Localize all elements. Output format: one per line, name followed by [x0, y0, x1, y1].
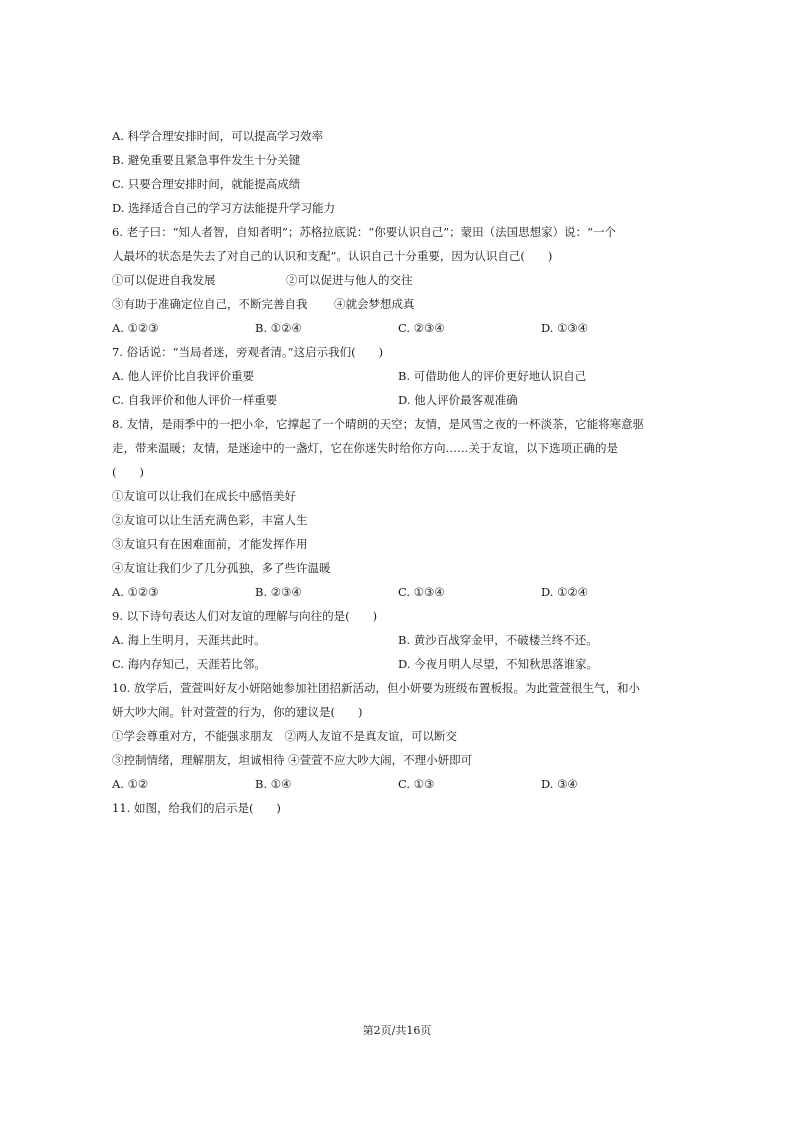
q6-item-4: ④就会梦想成真 [334, 297, 415, 311]
q8-stem-line2: 走，带来温暖；友情，是迷途中的一盏灯，它在你迷失时给你方向……关于友谊，以下选项正确的是 [112, 441, 618, 455]
q8-item-2: ②友谊可以让生活充满色彩，丰富人生 [112, 513, 308, 527]
q6-option-b: B. ①②④ [255, 321, 302, 335]
q5-option-a: A. 科学合理安排时间，可以提高学习效率 [112, 129, 324, 143]
q10-option-a: A. ①② [112, 777, 149, 791]
q8-option-d: D. ①②④ [541, 585, 589, 599]
q10-option-d: D. ③④ [541, 777, 578, 791]
q10-item-line1: ①学会尊重对方，不能强求朋友 ②两人友谊不是真友谊，可以断交 [112, 729, 457, 743]
page-number-footer: 第2页/共16页 [362, 1024, 432, 1037]
q8-item-4: ④友谊让我们少了几分孤独，多了些许温暖 [112, 561, 331, 575]
q9-option-c: C. 海内存知己，天涯若比邻。 [112, 657, 266, 671]
q7-option-d: D. 他人评价最客观准确 [398, 393, 518, 407]
q11-stem: 11. 如图，给我们的启示是( ) [112, 801, 281, 815]
q6-item-2: ②可以促进与他人的交往 [286, 273, 413, 287]
q6-option-d: D. ①③④ [541, 321, 589, 335]
q10-item-line2: ③控制情绪，理解朋友，坦诚相待 ④萱萱不应大吵大闹，不理小妍即可 [112, 753, 473, 767]
q8-item-3: ③友谊只有在困难面前，才能发挥作用 [112, 537, 308, 551]
q7-option-b: B. 可借助他人的评价更好地认识自己 [398, 369, 587, 383]
q10-stem-line2: 妍大吵大闹。针对萱萱的行为，你的建议是( ) [112, 705, 363, 719]
q10-option-b: B. ①④ [255, 777, 292, 791]
q9-stem: 9. 以下诗句表达人们对友谊的理解与向往的是( ) [112, 609, 378, 623]
q7-option-c: C. 自我评价和他人评价一样重要 [112, 393, 278, 407]
q9-option-a: A. 海上生明月，天涯共此时。 [112, 633, 266, 647]
q8-option-a: A. ①②③ [112, 585, 159, 599]
q6-item-1: ①可以促进自我发展 [112, 273, 216, 287]
q6-item-3: ③有助于准确定位自己，不断完善自我 [112, 297, 308, 311]
q9-option-b: B. 黄沙百战穿金甲，不破楼兰终不还。 [398, 633, 598, 647]
q8-item-1: ①友谊可以让我们在成长中感悟美好 [112, 489, 296, 503]
q9-option-d: D. 今夜月明人尽望，不知秋思落谁家。 [398, 657, 599, 671]
q7-option-a: A. 他人评价比自我评价重要 [112, 369, 255, 383]
q6-option-c: C. ②③④ [398, 321, 445, 335]
q8-option-b: B. ②③④ [255, 585, 302, 599]
q5-option-c: C. 只要合理安排时间，就能提高成绩 [112, 177, 301, 191]
q10-option-c: C. ①③ [398, 777, 435, 791]
q8-stem-line1: 8. 友情，是雨季中的一把小伞，它撑起了一个晴朗的天空；友情，是风雪之夜的一杯淡茶，它能将寒意驱 [112, 417, 645, 431]
q6-stem-line1: 6. 老子曰：“知人者智，自知者明”；苏格拉底说：“你要认识自己”；蒙田（法国思想家）说：“一个 [112, 225, 617, 239]
q7-stem: 7. 俗话说：“当局者迷，旁观者清。”这启示我们( ) [112, 345, 384, 359]
q5-option-b: B. 避免重要且紧急事件发生十分关键 [112, 153, 301, 167]
q10-stem-line1: 10. 放学后，萱萱叫好友小妍陪她参加社团招新活动，但小妍要为班级布置板报。为此萱萱很生气，和小 [112, 681, 640, 695]
q6-option-a: A. ①②③ [112, 321, 159, 335]
q5-option-d: D. 选择适合自己的学习方法能提升学习能力 [112, 201, 336, 215]
q8-option-c: C. ①③④ [398, 585, 445, 599]
q6-stem-line2: 人最坏的状态是失去了对自己的认识和支配”。认识自己十分重要，因为认识自己( ) [112, 249, 553, 263]
q8-stem-line3: ( ) [112, 465, 144, 479]
